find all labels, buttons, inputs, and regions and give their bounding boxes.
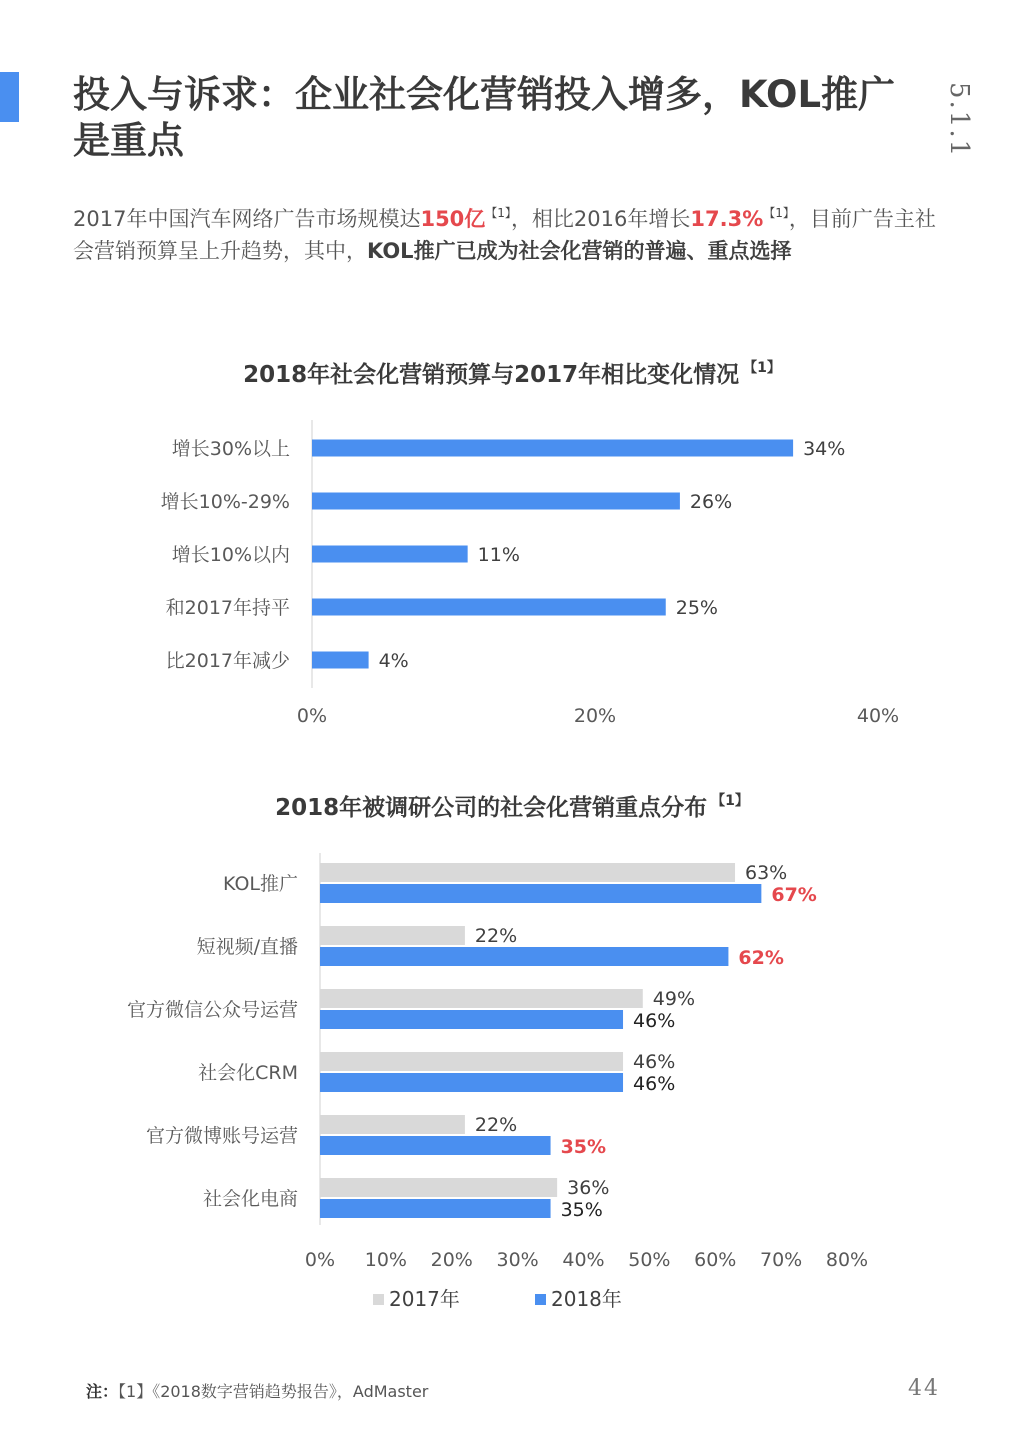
chart2-title-text: 2018年被调研公司的社会化营销重点分布: [275, 795, 708, 821]
legend-label-2017: 2017年: [389, 1287, 460, 1311]
data-label-2018: 35%: [560, 1136, 607, 1158]
intro-ref-2: 【1】: [763, 206, 789, 220]
bar: [312, 546, 468, 563]
chart2-title: [0, 789, 1024, 822]
data-label-2018: 35%: [560, 1199, 603, 1221]
data-label-2017: 36%: [567, 1177, 610, 1199]
category-label: 增长30%以上: [171, 438, 290, 460]
x-tick-label: 20%: [430, 1249, 473, 1271]
x-tick-label: 80%: [825, 1249, 869, 1271]
data-label-2017: 22%: [474, 1114, 518, 1136]
category-label: 社会化CRM: [198, 1062, 298, 1084]
category-label: 官方微信公众号运营: [126, 999, 298, 1021]
category-label: KOL推广: [223, 873, 298, 895]
bar-2017: [320, 989, 643, 1008]
data-label-2018: 46%: [633, 1073, 676, 1095]
bar-2017: [320, 1115, 465, 1134]
x-tick-label: 60%: [694, 1249, 737, 1271]
section-number: 5.1.1: [944, 82, 974, 159]
intro-text-1: 2017年中国汽车网络广告市场规模达: [73, 207, 421, 231]
intro-paragraph: [73, 197, 953, 267]
x-tick-label: 40%: [562, 1249, 605, 1271]
data-label-2017: 46%: [633, 1051, 676, 1073]
marketing-focus-chart: [0, 845, 1024, 1325]
intro-text-2: ，相比2016年增长: [510, 207, 691, 231]
data-label: 34%: [803, 438, 846, 460]
page-title: 投入与诉求：企业社会化营销投入增多，KOL推广是重点: [73, 73, 896, 162]
bar-2018: [320, 1073, 623, 1092]
chart1-title-text: 2018年社会化营销预算与2017年相比变化情况: [243, 362, 740, 388]
chart1-title: [0, 356, 1024, 389]
bar-2018: [320, 1010, 623, 1029]
category-label: 增长10%以内: [171, 544, 290, 566]
intro-ref-1: 【1】: [485, 206, 511, 220]
data-label-2018: 67%: [771, 884, 817, 906]
footnote: [86, 1379, 428, 1402]
x-tick-label: 0%: [304, 1249, 336, 1271]
intro-bold-text: KOL推广已成为社会化营销的普遍、重点选择: [367, 239, 792, 263]
bar-2018: [320, 1199, 551, 1218]
market-size-value: 150亿: [420, 207, 486, 231]
data-label: 11%: [477, 544, 520, 566]
data-label: 4%: [378, 650, 409, 672]
data-label: 25%: [675, 597, 718, 619]
legend-swatch-2018: [535, 1294, 546, 1305]
x-tick-label: 0%: [296, 705, 328, 727]
category-label: 比2017年减少: [165, 650, 290, 672]
bar: [312, 599, 666, 616]
data-label-2017: 63%: [745, 862, 788, 884]
bar: [312, 440, 793, 457]
section-accent-bar: [0, 72, 19, 122]
bar-2018: [320, 947, 728, 966]
category-label: 社会化电商: [202, 1188, 298, 1210]
x-tick-label: 40%: [856, 705, 900, 727]
budget-change-chart: [0, 420, 1024, 740]
bar-2018: [320, 884, 761, 903]
chart1-ref: 【1】: [743, 360, 781, 376]
bar-2017: [320, 1178, 557, 1197]
data-label-2018: 62%: [738, 947, 784, 969]
x-tick-label: 70%: [760, 1249, 803, 1271]
data-label: 26%: [689, 491, 733, 513]
intro-text-3: ，目前广告主社会营销预算呈上升趋势，其中，: [73, 207, 936, 263]
data-label-2017: 22%: [474, 925, 518, 947]
growth-rate-value: 17.3%: [690, 207, 764, 231]
footnote-text: 【1】《2018数字营销趋势报告》，AdMaster: [118, 1382, 429, 1401]
bar: [312, 652, 369, 669]
legend-label-2018: 2018年: [551, 1287, 622, 1311]
legend-swatch-2017: [373, 1294, 384, 1305]
chart2-ref: 【1】: [711, 793, 749, 809]
data-label-2017: 49%: [652, 988, 696, 1010]
bar-2017: [320, 863, 735, 882]
category-label: 官方微博账号运营: [145, 1125, 298, 1147]
x-tick-label: 20%: [573, 705, 617, 727]
category-label: 短视频/直播: [196, 936, 298, 958]
bar-2017: [320, 926, 465, 945]
page-number: 44: [908, 1376, 940, 1401]
bar-2017: [320, 1052, 623, 1071]
data-label-2018: 46%: [633, 1010, 676, 1032]
bar: [312, 493, 680, 510]
bar-2018: [320, 1136, 551, 1155]
category-label: 增长10%-29%: [160, 491, 290, 513]
x-tick-label: 10%: [364, 1249, 407, 1271]
x-tick-label: 30%: [496, 1249, 539, 1271]
x-tick-label: 50%: [628, 1249, 671, 1271]
category-label: 和2017年持平: [165, 597, 290, 619]
footnote-label: 注：: [86, 1382, 119, 1401]
